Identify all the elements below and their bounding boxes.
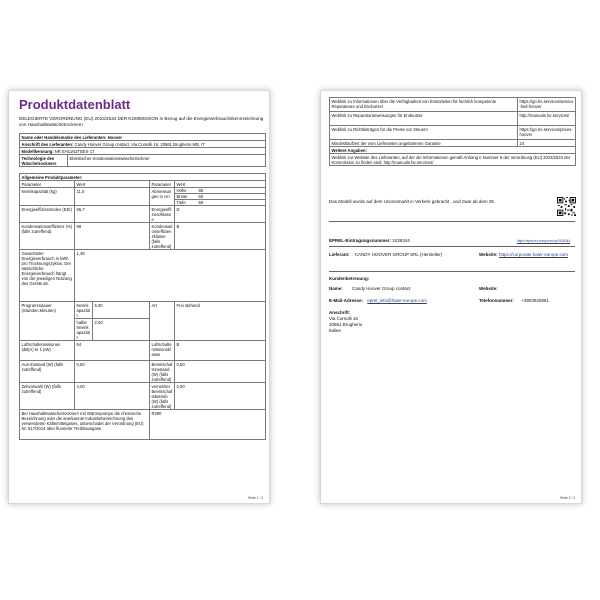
page-2-footer: Seite 2 / 2	[560, 496, 575, 500]
prices-link-label: Weblink zu Richtbeträgen für die Preise vor Steuern	[330, 126, 518, 140]
noise-value: 64	[75, 341, 150, 361]
program-half-label: halbe Nennkapazität	[75, 319, 93, 341]
prices-link[interactable]: https://go.he.services/prices-hoover	[518, 126, 576, 140]
dimensions-label: Abmessungen in cm	[150, 188, 175, 206]
col-value-header-2: Wert	[175, 181, 266, 188]
warranty-label: Mindestlaufzeit der vom Lieferanten angebotenen Garantie	[330, 140, 518, 147]
name-label: Name:	[329, 286, 343, 291]
model-label: Modellkennung:	[21, 148, 54, 154]
eprel-row	[329, 238, 410, 244]
email-row	[329, 298, 427, 304]
page-1-footer: Seite 1 / 2	[248, 496, 263, 500]
datasheet-page-2	[320, 90, 582, 504]
standby-value: 0,50	[175, 361, 266, 383]
address-label: Anschrift des Lieferanten:	[21, 141, 74, 147]
email-link[interactable]: eprel_info@haier-europe.com	[367, 298, 427, 303]
rated-capacity-label: Nennkapazität (kg)	[20, 188, 75, 206]
program-rated-label: Nennkapazität	[75, 302, 93, 319]
name-value: Candy Hoover Group contact	[352, 286, 411, 291]
general-parameters-header: Allgemeine Produktparameter:	[20, 174, 266, 181]
type-value: Frei stehend	[175, 302, 266, 341]
phone-row	[479, 298, 549, 304]
col-param-header-2: Parameter	[150, 181, 175, 188]
noise-class-label: Luftschallemissionsklasse	[150, 341, 175, 361]
technology-label: Technologie des Wäschetrockners	[20, 155, 68, 167]
energy-consumption-value: 1,45	[75, 250, 266, 302]
condensation-class-value: B	[175, 223, 266, 250]
technology-value: Elektrischer Kondensationswäschetrockner	[68, 155, 266, 167]
rated-capacity-value: 11,0	[75, 188, 150, 206]
supplier-info-table	[19, 133, 266, 167]
section-divider	[329, 246, 575, 247]
eei-value: 65,7	[75, 206, 150, 223]
section-divider	[329, 271, 575, 272]
parameters-table	[19, 173, 266, 440]
model-value: NR EH11N2TBEX-17	[54, 148, 95, 154]
weblinks-table	[329, 97, 576, 166]
warranty-value: 24	[518, 140, 576, 147]
condensation-efficiency-label: Kondensationseffizienz (%) (falls zutreffend)	[20, 223, 75, 250]
eei-label: Energieeffizienzindex (EEI)	[20, 206, 75, 223]
delay-start-value: 4,00	[75, 383, 150, 410]
noise-class-value: B	[175, 341, 266, 361]
program-half-value: 2:40	[93, 319, 150, 341]
address-line-3: Italien	[329, 328, 342, 333]
off-mode-value: 0,50	[75, 361, 150, 383]
phone-value: +3903920861	[521, 298, 549, 303]
eprel-label: EPREL-Eintragungsnummer:	[329, 238, 392, 243]
eprel-link[interactable]: https://eprel.ec.europa.eu/qr/2436344	[517, 239, 571, 243]
website-row	[479, 252, 575, 258]
networked-standby-label: vernetzter Bereitschaftsbetrieb (W) (falls zutreffend)	[150, 383, 175, 410]
energy-class-label: Energieeffizienzklasse	[150, 206, 175, 223]
dimension-height: Höhe 85	[175, 188, 266, 194]
dimension-width: Breite 60	[175, 194, 266, 200]
refrigerant-label: Bei Haushaltswäschetrocknern mit Wärmepumpe die chemische Bezeichnung oder die anerkannte Industriebezeichnung des verwendeten Kältemittelgases, unbeschadet der Verordnung (EU) Nr. 517/2014 über fluorierte Treibhausgase.	[20, 410, 150, 440]
noise-label: Luftschallemissionen (dB(A) re 1 pW)	[20, 341, 75, 361]
energy-class-value: D	[175, 206, 266, 223]
spare-parts-link-label: Weblink zu Informationen über die Verfügbarkeit von Ersatzteilen für fachlich kompetente Reparateure und Endnutzer	[330, 98, 518, 112]
program-duration-label: Programmdauer (Stunden:Minuten)	[20, 302, 75, 341]
spare-parts-link[interactable]: https://go.he.services/service-fwd-hoover	[518, 98, 576, 112]
energy-consumption-label: Gewichteter Energieverbrauch in kWh pro Trocknungszyklus. Der tatsächliche Energieverbrauch hängt von der jeweiligen Nutzung des Geräts ab.	[20, 250, 75, 302]
additional-info-header: Weitere Angaben:	[330, 147, 576, 154]
market-date-text: Das Modell wurde auf dem Unionsmarkt in Verkehr gebracht , und zwar ab dem 25	[329, 199, 494, 204]
phone-label: Telefonnummer:	[479, 298, 514, 303]
address-line-2: 20861 Brugherio	[329, 322, 363, 327]
col-param-header: Parameter	[20, 181, 75, 188]
repair-instructions-link[interactable]: http://manuals.he.services/	[518, 112, 576, 126]
dimension-depth: Tiefe 59	[175, 200, 266, 206]
website-link[interactable]: https://corporate.haier-europe.com	[498, 252, 568, 257]
networked-standby-value: 2,00	[175, 383, 266, 410]
eprel-number: 2436344	[392, 238, 410, 243]
website-label-2: Website:	[479, 286, 498, 291]
additional-info-text: Weblink zur Website des Lieferanten, auf der die Informationen gemäß Anhang II Nummer 6 der Verordnung (EU) 2023/2533 der Kommission zu finden sind: http://manuals.he.services/	[330, 154, 576, 166]
address-value: Candy Hoover Group contact, Via Comolli 16, 20861 Brugherio MB, IT	[74, 141, 205, 147]
type-label: Art	[150, 302, 175, 341]
supplier-address-row	[20, 141, 266, 148]
off-mode-label: Aus-Zustand (W) (falls zutreffend)	[20, 361, 75, 383]
address-label-2: Anschrift:	[329, 310, 351, 315]
supplier-name-row: Name oder Handelsmarke des Lieferanten: Hoover	[20, 134, 266, 141]
website-label: Website:	[479, 252, 498, 257]
supplier-label: Lieferant:	[329, 252, 350, 257]
repair-instructions-link-label: Weblink zu Reparaturanweisungen für Endnutzer	[330, 112, 518, 126]
refrigerant-value: R290	[150, 410, 266, 440]
delay-start-label: Zeitvorwahl (W) (falls zutreffend)	[20, 383, 75, 410]
condensation-efficiency-value: 88	[75, 223, 150, 250]
address-line-1: Via Comolli 16	[329, 316, 358, 321]
datasheet-page-1	[8, 90, 270, 504]
col-value-header: Wert	[75, 181, 150, 188]
supplier-value: CANDY HOOVER GROUP SRL (Hersteller)	[354, 252, 443, 257]
regulation-intro: DELEGIERTE VERORDNUNG (EU) 2023/2534 DER KOMMISSION in Bezug auf die Energieverbrauchskennzeichnung von Haushaltswäschetrocknern	[19, 116, 264, 127]
supplier-row	[329, 252, 442, 258]
page-title: Produktdatenblatt	[19, 97, 131, 112]
contact-name-row	[329, 286, 410, 292]
condensation-class-label: Kondensationseffizienzklasse (falls zutreffend)	[150, 223, 175, 250]
email-label: E-Mail-Adresse:	[329, 298, 364, 303]
standby-label: Bereitschaftszustand (W) (falls zutreffend)	[150, 361, 175, 383]
program-rated-value: 5:30	[93, 302, 150, 319]
customer-service-header: Kundenbetreuung:	[329, 276, 370, 281]
qr-code-icon	[557, 197, 576, 216]
section-divider	[329, 221, 575, 222]
model-row	[20, 148, 266, 155]
